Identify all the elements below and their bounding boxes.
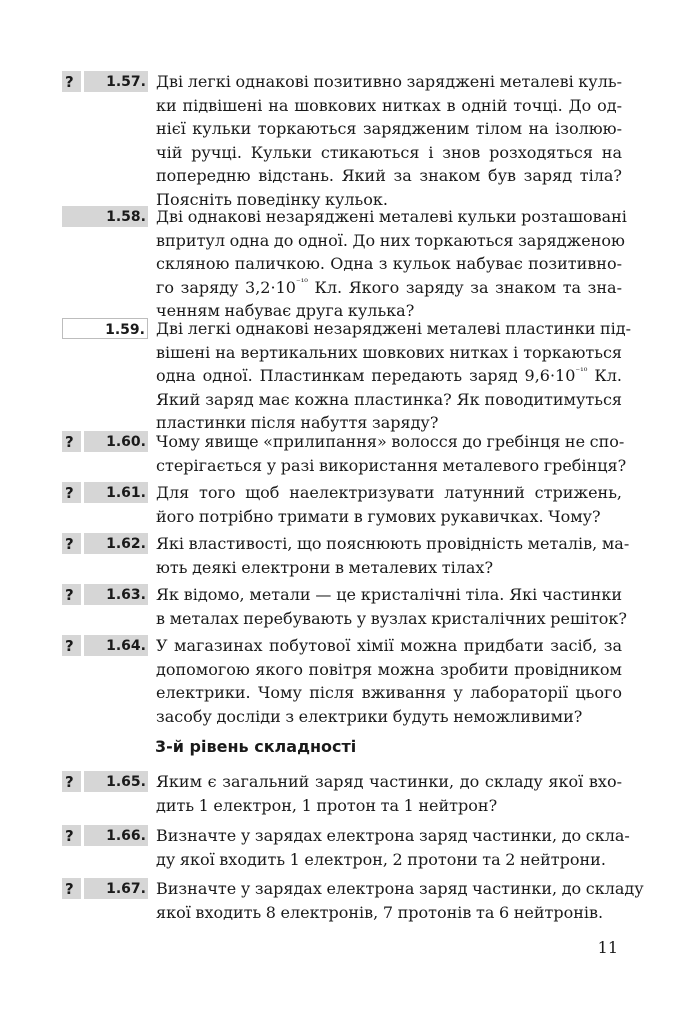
question-mark-icon: ?: [65, 773, 74, 791]
text-line: Який заряд має кожна пластинка? Як поводитимуться: [156, 389, 622, 409]
text-line: Які властивості, що пояснюють провідність металів, ма-: [156, 534, 630, 553]
problem-text: [156, 205, 627, 323]
text-line: Для того щоб наелектризувати латунний стрижень,: [156, 483, 622, 502]
text-line: допомогою якого повітря можна зробити провідником: [156, 659, 622, 679]
problem-number: 1.58.: [106, 209, 146, 225]
text-line: стерігається у разі використання металевого гребінця?: [156, 455, 627, 475]
text-line: ду якої входить 1 електрон, 2 протони та 2 нейтрони.: [156, 849, 606, 869]
problem-text: [156, 532, 630, 579]
problem-1-59: [62, 317, 632, 435]
problem-text: [156, 634, 622, 728]
question-mark-icon: ?: [65, 880, 74, 898]
problem-number: 1.60.: [106, 434, 146, 450]
problem-number: 1.66.: [106, 828, 146, 844]
question-mark-icon: ?: [65, 586, 74, 604]
problem-number-tag: [62, 206, 148, 227]
problem-1-60: [62, 430, 627, 477]
problem-1-62: [62, 532, 630, 579]
problem-number-tag: [62, 825, 148, 846]
problem-number-tag: [62, 482, 148, 503]
problem-number: 1.64.: [106, 638, 146, 654]
problem-text: [156, 481, 622, 528]
text-line: електрики. Чому після вживання у лабораторії цього: [156, 683, 622, 703]
text-line: пластинки після набуття заряду?: [156, 413, 439, 433]
problem-1-64: [62, 634, 622, 728]
text-line: Визначте у зарядах електрона заряд частинки, до скла-: [156, 826, 630, 845]
problem-1-63: [62, 583, 628, 630]
question-mark-icon: ?: [65, 535, 74, 553]
text-line: [156, 276, 622, 300]
text-fragment: Кл.: [587, 366, 623, 386]
problem-text: [156, 317, 632, 435]
problem-number: 1.61.: [106, 485, 146, 501]
text-line: Чому явище «прилипання» волосся до гребінця не спо-: [156, 432, 625, 451]
problem-number: 1.57.: [106, 74, 146, 90]
exponent: ⁻¹⁰: [575, 366, 588, 377]
problem-number: 1.65.: [106, 774, 146, 790]
problem-1-65: [62, 770, 622, 817]
text-line: засобу досліди з електрики будуть неможливими?: [156, 706, 583, 726]
question-mark-icon: ?: [65, 433, 74, 451]
problem-number: 1.59.: [105, 322, 145, 338]
problem-number-tag: [62, 771, 148, 792]
text-line: Визначте у зарядах електрона заряд частинки, до складу: [156, 879, 644, 898]
text-line: впритул одна до одної. До них торкаються зарядженою: [156, 230, 625, 250]
problem-number: 1.63.: [106, 587, 146, 603]
problem-1-61: [62, 481, 622, 528]
problem-number-tag: [62, 533, 148, 554]
problem-text: [156, 583, 628, 630]
problem-number-tag: [62, 318, 148, 339]
text-fragment: го заряду 3,2·10: [156, 277, 296, 297]
text-fragment: Кл. Якого заряду за знаком та зна-: [307, 277, 623, 297]
text-line: Як відомо, метали — це кристалічні тіла. Які частинки: [156, 585, 622, 604]
text-line: скляною паличкою. Одна з кульок набуває позитивно-: [156, 254, 622, 274]
text-line: Дві легкі однакові позитивно заряджені металеві куль-: [156, 72, 622, 91]
question-mark-icon: ?: [65, 637, 74, 655]
problem-number-tag: [62, 878, 148, 899]
problem-1-66: [62, 824, 630, 871]
problem-number-tag: [62, 635, 148, 656]
text-line: якої входить 8 електронів, 7 протонів та 6 нейтронів.: [156, 902, 604, 922]
problem-1-57: [62, 70, 622, 212]
problem-number: 1.62.: [106, 536, 146, 552]
text-line: Яким є загальний заряд частинки, до складу якої вхо-: [156, 772, 622, 791]
problem-1-58: [62, 205, 627, 323]
problem-text: [156, 430, 627, 477]
text-line: [156, 364, 622, 388]
text-line: У магазинах побутової хімії можна придбати засіб, за: [156, 636, 622, 655]
text-line: Поясніть поведінку кульок.: [156, 189, 388, 209]
problem-number-tag: [62, 431, 148, 452]
problem-text: [156, 877, 644, 924]
problem-1-67: [62, 877, 644, 924]
text-line: вішені на вертикальних шовкових нитках і торкаються: [156, 342, 622, 362]
problem-number-tag: [62, 584, 148, 605]
problem-text: [156, 70, 622, 212]
text-line: ки підвішені на шовкових нитках в одній точці. До од-: [156, 95, 622, 115]
problem-number: 1.67.: [106, 881, 146, 897]
problem-text: [156, 824, 630, 871]
text-line: Дві легкі однакові незаряджені металеві пластинки під-: [156, 319, 632, 338]
text-line: ють деякі електрони в металевих тілах?: [156, 557, 494, 577]
problem-number-tag: [62, 71, 148, 92]
text-line: дить 1 електрон, 1 протон та 1 нейтрон?: [156, 795, 498, 815]
question-mark-icon: ?: [65, 484, 74, 502]
text-line: нієї кульки торкаються зарядженим тілом на ізолюю-: [156, 119, 622, 139]
text-fragment: одна одної. Пластинкам передають заряд 9,6·10: [156, 366, 576, 386]
exponent: ⁻¹⁰: [295, 278, 308, 289]
text-line: ченням набуває друга кулька?: [156, 301, 415, 321]
question-mark-icon: ?: [65, 73, 74, 91]
problem-text: [156, 770, 622, 817]
text-line: в металах перебувають у вузлах кристалічних решіток?: [156, 608, 628, 628]
section-title: 3-й рівень складності: [155, 737, 357, 756]
text-line: Дві однакові незаряджені металеві кульки розташовані: [156, 207, 627, 226]
text-line: чій ручці. Кульки стикаються і знов розходяться на: [156, 142, 622, 162]
page-number: 11: [597, 938, 618, 957]
question-mark-icon: ?: [65, 827, 74, 845]
text-line: попередню відстань. Який за знаком був заряд тіла?: [156, 166, 622, 186]
text-line: його потрібно тримати в гумових рукавичках. Чому?: [156, 506, 601, 526]
